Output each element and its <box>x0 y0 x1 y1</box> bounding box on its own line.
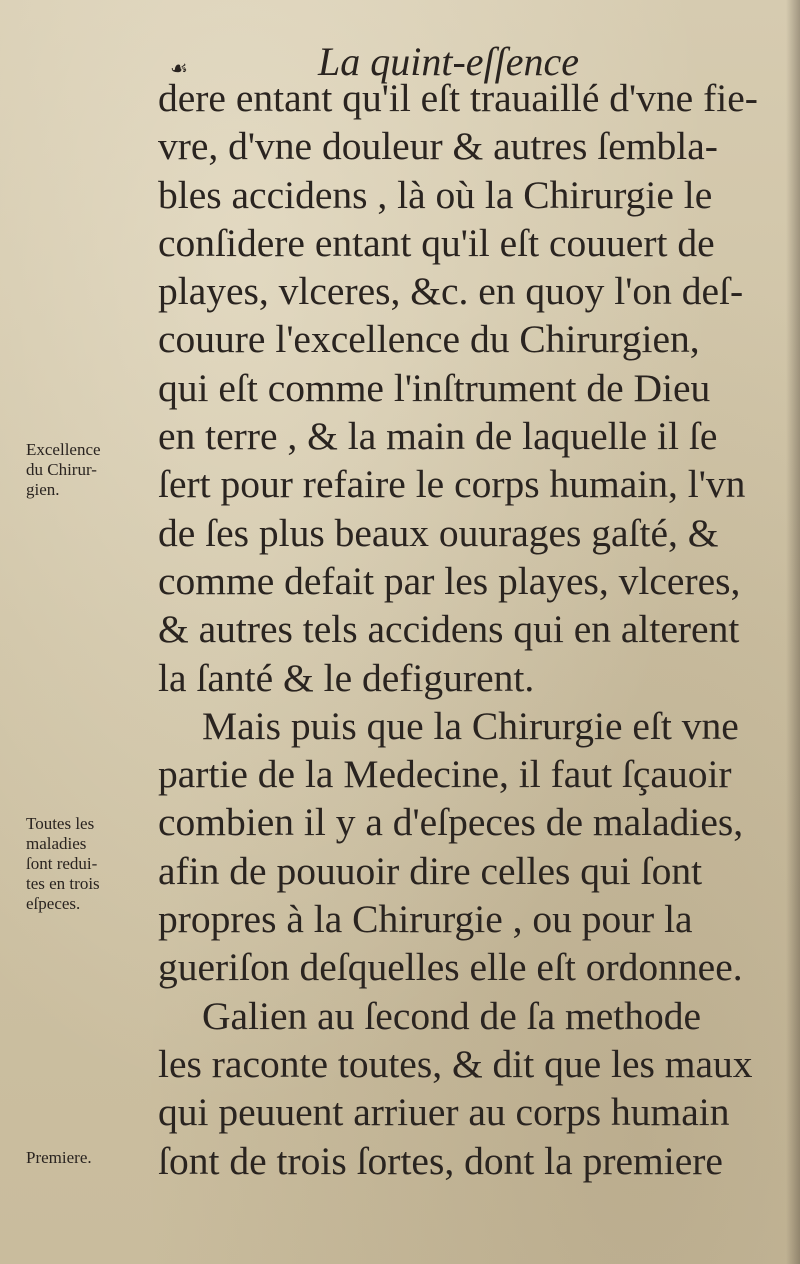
margin-note-line: eſpeces. <box>26 894 81 913</box>
text-line: vre, d'vne douleur & autres ſembla- <box>158 124 718 169</box>
text-line: ſont de trois ſortes, dont la premiere <box>158 1138 723 1183</box>
text-line: bles accidens , là où la Chirurgie le <box>158 172 713 217</box>
text-line: qui peuuent arriuer au corps humain <box>158 1090 730 1135</box>
margin-note-line: tes en trois <box>26 874 100 893</box>
text-line: gueriſon deſquelles elle eſt ordonnee. <box>158 945 743 990</box>
margin-note-premiere <box>26 1148 154 1168</box>
text-line: qui eſt comme l'inſtrument de Dieu <box>158 365 711 410</box>
text-line: couure l'excellence du Chirurgien, <box>158 317 700 362</box>
margin-note-line: Premiere. <box>26 1148 92 1167</box>
margin-note-line: ſont redui- <box>26 854 98 873</box>
text-line: en terre , & la main de laquelle il ſe <box>158 414 718 459</box>
text-line: de ſes plus beaux ouurages gaſté, & <box>158 510 719 555</box>
text-line: dere entant qu'il eſt trauaillé d'vne fie- <box>158 76 758 120</box>
margin-note-line: Toutes les <box>26 814 95 833</box>
text-line: playes, vlceres, &c. en quoy l'on deſ- <box>158 269 744 314</box>
text-line: les raconte toutes, & dit que les maux <box>158 1041 753 1086</box>
margin-note-excellence <box>26 440 154 500</box>
margin-note-maladies <box>26 814 154 914</box>
margin-note-line: du Chirur- <box>26 460 97 479</box>
page-edge-shadow <box>786 0 800 1264</box>
text-line: ſert pour refaire le corps humain, l'vn <box>158 462 746 507</box>
margin-note-line: gien. <box>26 480 60 499</box>
margin-note-line: Excellence <box>26 440 101 459</box>
fleuron-ornament: ☙ <box>170 56 188 80</box>
paragraph-start-line: Mais puis que la Chirurgie eſt vne <box>202 703 739 748</box>
text-line: comme defait par les playes, vlceres, <box>158 558 741 603</box>
text-line: conſidere entant qu'il eſt couuert de <box>158 220 715 265</box>
text-line: & autres tels accidens qui en alterent <box>158 607 740 652</box>
body-text <box>158 74 758 1185</box>
text-line: la ſanté & le defigurent. <box>158 655 535 700</box>
text-line: afin de pouuoir dire celles qui ſont <box>158 848 703 893</box>
running-head-title: La quint-eſſence <box>318 39 580 84</box>
margin-note-line: maladies <box>26 834 87 853</box>
paragraph-start-line: Galien au ſecond de ſa methode <box>202 993 702 1038</box>
text-line: combien il y a d'eſpeces de maladies, <box>158 800 744 845</box>
text-line: propres à la Chirurgie , ou pour la <box>158 897 693 942</box>
text-line: partie de la Medecine, il faut ſçauoir <box>158 752 732 797</box>
